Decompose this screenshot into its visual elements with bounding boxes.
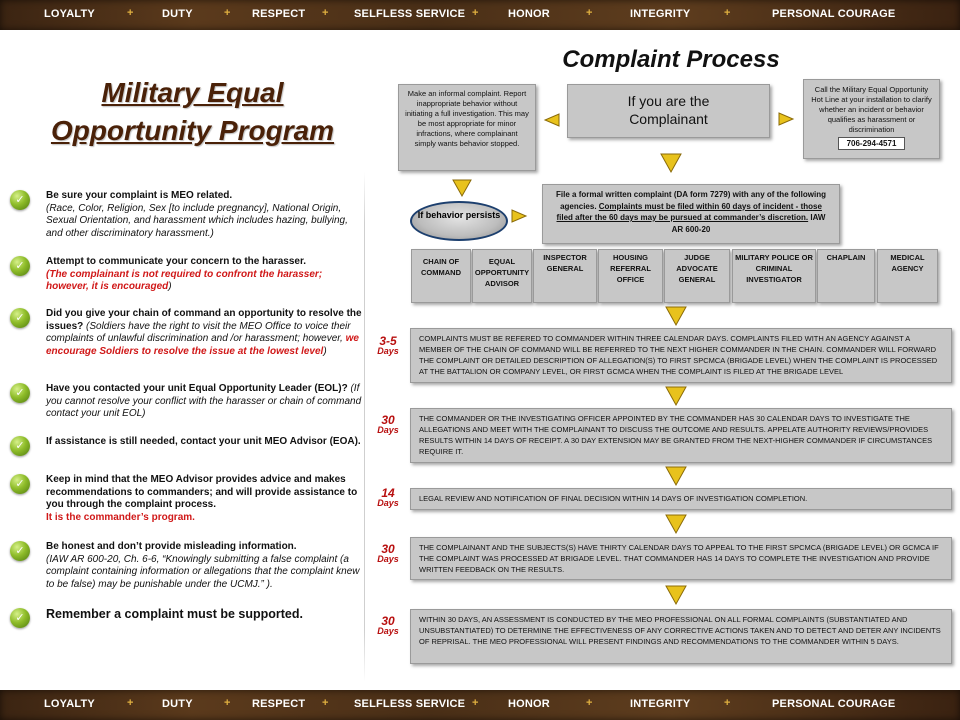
- arrow-down-icon: [664, 513, 688, 535]
- item-3-end: ): [323, 345, 327, 357]
- item-2-red: (The complainant is not required to confront the harasser; however, it is encouraged: [46, 268, 323, 292]
- item-8-bold: Remember a complaint must be supported.: [46, 607, 303, 621]
- days-number: 30: [381, 542, 395, 556]
- star-icon: +: [724, 697, 731, 709]
- arrow-down-icon: [664, 465, 688, 487]
- arrow-down-icon: [659, 152, 683, 174]
- step-4-box: [410, 537, 952, 580]
- hotline-number: 706-294-4571: [838, 137, 906, 150]
- informal-complaint-text: Make an informal complaint. Report inappropriate behavior without initiating a full investigation. This may be most appropriate for minor infractions, where complainant simply wants behavior stopped.: [405, 89, 529, 148]
- agency-label: EQUAL OPPORTUNITY ADVISOR: [474, 257, 530, 288]
- value-integrity: INTEGRITY: [630, 8, 691, 20]
- item-6-red: It is the commander’s program.: [46, 511, 195, 523]
- item-5-bold: If assistance is still needed, contact your unit MEO Advisor (EOA).: [46, 436, 361, 447]
- informal-complaint-box: [398, 84, 536, 171]
- complainant-line1: If you are the: [627, 93, 710, 109]
- days-label: Days: [377, 626, 399, 636]
- step-5-box: [410, 609, 952, 664]
- formal-text-underlined: Complaints must be filed within 60 days of incident - those filed after the 60 days may be pursued at commander’s discretion.: [556, 201, 822, 222]
- item-4-italic: (If you cannot resolve your conflict with the harasser or chain of command contact your unit EOL): [46, 383, 362, 419]
- step-2-days: [372, 415, 404, 435]
- agency-label: INSPECTOR GENERAL: [543, 253, 587, 273]
- star-icon: +: [586, 7, 593, 19]
- program-title-line1: Military Equal: [101, 77, 284, 108]
- arrow-down-icon: [664, 584, 688, 606]
- star-icon: +: [127, 697, 134, 709]
- value-respect: RESPECT: [252, 8, 306, 20]
- item-6-bold: Keep in mind that the MEO Advisor provides advice and makes recommendations to commanders; and will provide assistance to you through the complaint process.: [46, 474, 358, 510]
- days-number: 30: [381, 413, 395, 427]
- agency-chaplain: [817, 249, 875, 303]
- values-banner-top: [0, 0, 960, 30]
- complainant-line2: Complainant: [629, 111, 708, 127]
- star-icon: +: [322, 697, 329, 709]
- value-duty: DUTY: [162, 8, 193, 20]
- value-integrity: INTEGRITY: [630, 698, 691, 710]
- star-icon: +: [127, 7, 134, 19]
- agency-eo-advisor: [472, 249, 532, 303]
- value-loyalty: LOYALTY: [44, 698, 95, 710]
- step-5-text: WITHIN 30 DAYS, AN ASSESSMENT IS CONDUCTED BY THE MEO PROFESSIONAL ON ALL FORMAL COMPLAINTS (SUBSTANTIATED AND UNSUBSTANTIATED) TO DETERMINE THE EFFECTIVENESS OF ANY CORRECTIVE ACTIONS TAKEN AND TO DETECT AND DETER ANY INCIDENTS OF REPRISAL. THE MEO PROFESSIONAL WILL PRESENT FINDINGS AND RECOMMENDATIONS TO THE COMMANDER WITHIN 5 DAYS.: [419, 615, 941, 646]
- days-label: Days: [377, 346, 399, 356]
- agency-military-police: [732, 249, 816, 303]
- agency-label: CHAIN OF COMMAND: [421, 257, 461, 277]
- step-5-days: [372, 616, 404, 636]
- checkmark-bullet-icon: ✓: [10, 190, 30, 210]
- days-label: Days: [377, 425, 399, 435]
- agency-medical: [877, 249, 938, 303]
- step-2-text: THE COMMANDER OR THE INVESTIGATING OFFICER APPOINTED BY THE COMMANDER HAS 30 CALENDAR DAYS TO INVESTIGATE THE ALLEGATIONS AND MEET WITH THE COMPLAINANT TO DISCUSS THE OUTCOME AND RESULTS. APPELATE AUTHORITY REVIEWS/PROVIDES RESULTS WITHIN 14 DAYS OF RECEIPT. A 30 DAY EXTENSION MAY BE GRANTED FROM THE NEXT-HIGHER COMMANDER IF CIRCUMSTANCES REQUIRE IT.: [419, 414, 933, 456]
- column-divider: [364, 172, 365, 682]
- star-icon: +: [586, 697, 593, 709]
- value-personal-courage: PERSONAL COURAGE: [772, 8, 896, 20]
- star-icon: +: [472, 7, 479, 19]
- program-title-line2: Opportunity Program: [50, 115, 335, 146]
- item-4-bold: Have you contacted your unit Equal Opportunity Leader (EOL)?: [46, 383, 348, 394]
- value-loyalty: LOYALTY: [44, 8, 95, 20]
- item-3-red: we encourage Soldiers to resolve the issue at the lowest level: [46, 333, 359, 357]
- days-label: Days: [377, 498, 399, 508]
- star-icon: +: [472, 697, 479, 709]
- step-3-days: [372, 488, 404, 508]
- arrow-down-icon: [664, 385, 688, 407]
- item-7-bold: Be honest and don’t provide misleading information.: [46, 541, 297, 552]
- behavior-persists-oval: [410, 201, 508, 241]
- checkmark-bullet-icon: ✓: [10, 474, 30, 494]
- complainant-box: [567, 84, 770, 138]
- agency-chain-of-command: [411, 249, 471, 303]
- formal-text-b: IAW AR 600-20: [671, 213, 826, 234]
- item-3-italic: (Soldiers have the right to visit the MEO Office to voice their complaints of unlawful discrimination and /or harassment; however,: [46, 320, 351, 344]
- days-number: 14: [381, 486, 395, 500]
- value-honor: HONOR: [508, 698, 550, 710]
- step-3-text: LEGAL REVIEW AND NOTIFICATION OF FINAL DECISION WITHIN 14 DAYS OF INVESTIGATION COMPLETION.: [419, 494, 808, 503]
- value-duty: DUTY: [162, 698, 193, 710]
- step-2-box: [410, 408, 952, 463]
- arrow-down-icon: [451, 178, 473, 198]
- value-selfless-service: SELFLESS SERVICE: [354, 8, 466, 20]
- item-2-end: ): [168, 281, 172, 292]
- star-icon: +: [322, 7, 329, 19]
- formal-text-a: File a formal written complaint (DA form 7279) with any of the following agencies.: [556, 190, 826, 211]
- arrow-left-icon: [540, 111, 560, 129]
- agency-label: JUDGE ADVOCATE GENERAL: [676, 253, 718, 284]
- agency-judge-advocate: [664, 249, 730, 303]
- process-title: Complaint Process: [562, 46, 780, 73]
- arrow-right-icon: [511, 207, 531, 225]
- star-icon: +: [724, 7, 731, 19]
- program-title: [30, 74, 355, 150]
- checkmark-bullet-icon: ✓: [10, 608, 30, 628]
- item-1-bold: Be sure your complaint is MEO related.: [46, 190, 233, 201]
- step-4-text: THE COMPLAINANT AND THE SUBJECTS(S) HAVE THIRTY CALENDAR DAYS TO APPEAL TO THE FIRST SPCMCA (BRIGADE LEVEL) OR GCMCA IF THE COMPLAINT WAS PROCESSED AT BRIGADE LEVEL. THAT COMMANDER HAS 14 DAYS TO COMPLETE THE INVESTIGATION AND PROVIDE WRITTEN FEEDBACK ON THE RESULTS.: [419, 543, 939, 574]
- item-2-bold: Attempt to communicate your concern to the harasser.: [46, 256, 307, 267]
- arrow-down-icon: [664, 305, 688, 327]
- checkmark-bullet-icon: ✓: [10, 541, 30, 561]
- agency-label: MILITARY POLICE OR CRIMINAL INVESTIGATOR: [735, 253, 813, 284]
- value-selfless-service: SELFLESS SERVICE: [354, 698, 466, 710]
- checkmark-bullet-icon: ✓: [10, 436, 30, 456]
- hotline-text: Call the Military Equal Opportunity Hot Line at your installation to clarify whether an incident or behavior qualifies as harassment or discrimination: [811, 85, 932, 134]
- checkmark-bullet-icon: ✓: [10, 308, 30, 328]
- step-4-days: [372, 544, 404, 564]
- days-number: 3-5: [379, 334, 397, 348]
- agency-housing-referral: [598, 249, 663, 303]
- agency-label: HOUSING REFERRAL OFFICE: [610, 253, 651, 284]
- step-1-text: COMPLAINTS MUST BE REFERED TO COMMANDER WITHIN THREE CALENDAR DAYS. COMPLAINTS FILED WITH AN AGENCY AGAINST A MEMBER OF THE CHAIN OF COMMAND WILL BE REFERRED TO THE NEXT HIGHER COMMANDER IN THE CHAIN. COMMANDER WILL FORWARD THE COMPLAINT OR DETAILED DESCRIPTION OF ALLEGATION(S) TO FIRST SPCMCA (BRIGADE LEVEL) WHEN THE COMPLAINT IS PROCESSED AT THE BATTALION OR COMPANY LEVEL, OR FIRST GCMCA WHEN THE COMPLAINT IS FILED AT THE BRIGADE LEVEL: [419, 334, 938, 376]
- item-1-italic: (Race, Color, Religion, Sex [to include pregnancy], National Origin, Sexual Orientation, and harassment which includes hazing, bullying, and other discriminatory harassment.): [46, 202, 348, 239]
- item-3-bold: Did you give your chain of command an opportunity to resolve the issues?: [46, 308, 362, 332]
- value-honor: HONOR: [508, 8, 550, 20]
- step-3-box: [410, 488, 952, 510]
- value-personal-courage: PERSONAL COURAGE: [772, 698, 896, 710]
- hotline-box: [803, 79, 940, 159]
- value-respect: RESPECT: [252, 698, 306, 710]
- step-1-box: [410, 328, 952, 383]
- checkmark-bullet-icon: ✓: [10, 256, 30, 276]
- star-icon: +: [224, 697, 231, 709]
- values-banner-bottom: [0, 690, 960, 720]
- item-7-italic: (IAW AR 600-20, Ch. 6-6, “Knowingly submitting a false complaint (a complaint containing information or allegations that the complaint knew to be false) may be punishable under the UCMJ.” ).: [46, 553, 360, 590]
- agency-label: MEDICAL AGENCY: [890, 253, 925, 273]
- arrow-right-icon: [778, 110, 798, 128]
- agency-inspector-general: [533, 249, 597, 303]
- agency-label: CHAPLAIN: [826, 253, 866, 262]
- days-label: Days: [377, 554, 399, 564]
- days-number: 30: [381, 614, 395, 628]
- step-1-days: [372, 336, 404, 356]
- behavior-persists-text: If behavior persists: [417, 210, 501, 220]
- star-icon: +: [224, 7, 231, 19]
- checkmark-bullet-icon: ✓: [10, 383, 30, 403]
- formal-complaint-box: [542, 184, 840, 244]
